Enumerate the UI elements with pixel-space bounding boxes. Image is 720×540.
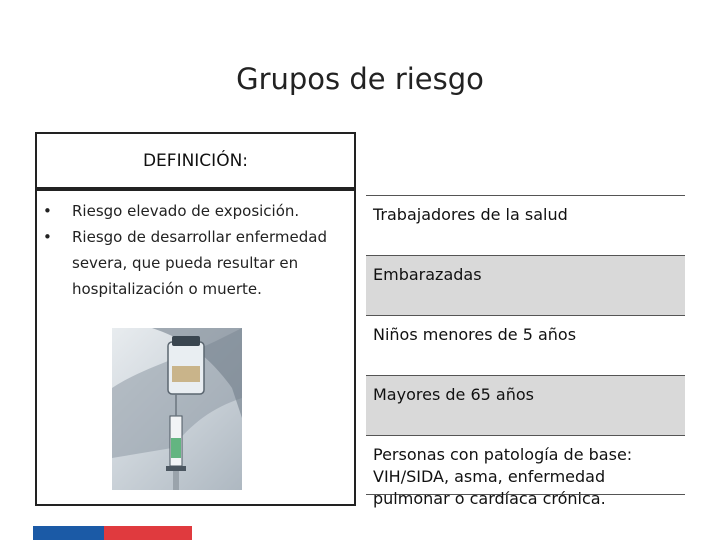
vaccine-syringe-image xyxy=(112,328,242,490)
definition-header: DEFINICIÓN: xyxy=(37,134,354,191)
vaccine-syringe-icon xyxy=(112,328,242,490)
risk-group-row: Embarazadas xyxy=(366,255,685,315)
page-title: Grupos de riesgo xyxy=(236,62,484,96)
definition-bullet: • Riesgo elevado de exposición. xyxy=(43,198,353,224)
footer-blue-bar xyxy=(33,526,104,540)
footer-red-bar xyxy=(104,526,192,540)
bullet-icon: • xyxy=(43,228,52,246)
risk-groups-table xyxy=(366,195,685,508)
definition-bullet: • Riesgo de desarrollar enfermedad severa, que pueda resultar en hospitalización o muerte. xyxy=(43,224,353,302)
risk-group-row: Trabajadores de la salud xyxy=(366,195,685,255)
risk-group-row: Personas con patología de base: VIH/SIDA, asma, enfermedad pulmonar o cardíaca crónica. xyxy=(366,435,685,495)
definition-bullets xyxy=(43,198,353,302)
bullet-icon: • xyxy=(43,202,52,220)
risk-group-row: Niños menores de 5 años xyxy=(366,315,685,375)
risk-group-row: Mayores de 65 años xyxy=(366,375,685,435)
